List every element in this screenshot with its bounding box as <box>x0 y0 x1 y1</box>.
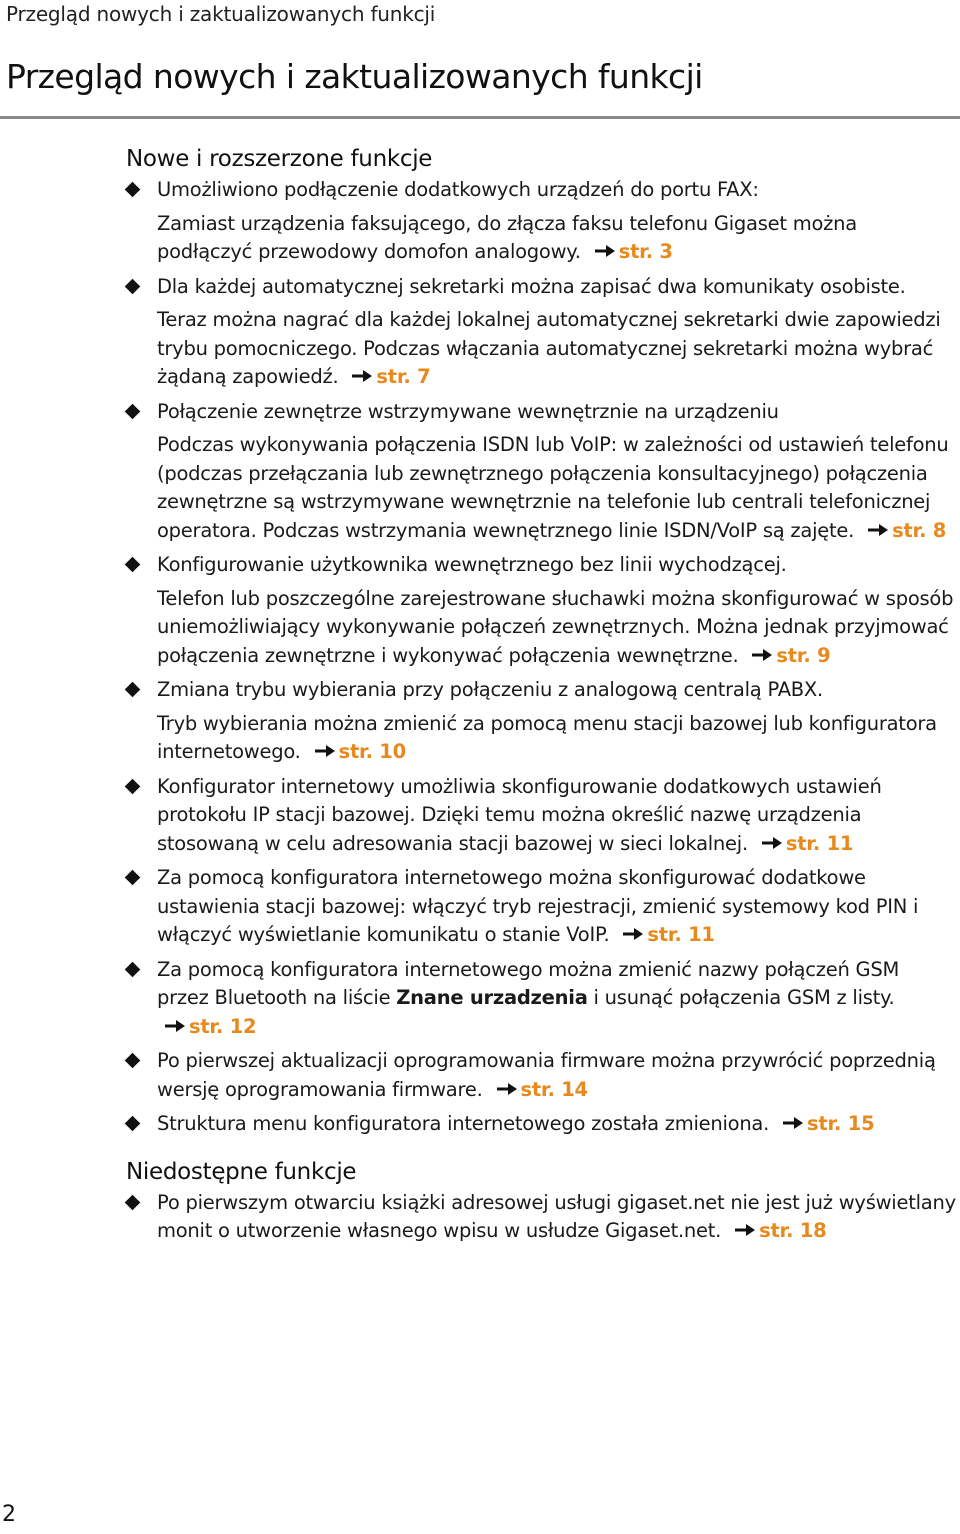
page-reference-text[interactable]: str. 8 <box>892 518 947 542</box>
page-number: 2 <box>2 1502 16 1527</box>
page-reference-link[interactable] <box>775 1112 874 1135</box>
list-item <box>126 864 956 950</box>
diamond-bullet-icon <box>125 1053 141 1069</box>
item-heading: Połączenie zewnętrze wstrzymywane wewnętrznie na urządzeniu <box>157 399 779 423</box>
arrow-right-icon <box>163 1017 187 1035</box>
item-description-text: Telefon lub poszczególne zarejestrowane słuchawki można skonfigurować w sposób uniemożliwiający wykonywanie połączeń zewnętrznych. Można jednak przyjmować połączenia zewnętrzne i wykonywać połączenia wewnętrzne. <box>157 586 954 667</box>
page-reference-text[interactable]: str. 7 <box>376 365 431 388</box>
item-text <box>157 956 956 1042</box>
arrow-right-icon <box>781 1114 805 1132</box>
section-heading-new-features: Nowe i rozszerzone funkcje <box>126 146 433 172</box>
page-reference-text[interactable]: str. 18 <box>759 1219 827 1242</box>
list-item <box>126 773 956 859</box>
diamond-bullet-icon <box>125 682 141 698</box>
list-item <box>126 1110 956 1139</box>
page-reference-text[interactable]: str. 14 <box>520 1077 588 1101</box>
page-reference-link[interactable] <box>860 519 946 542</box>
list-item <box>126 1189 956 1246</box>
diamond-bullet-icon <box>125 403 141 419</box>
page-reference-text[interactable]: str. 11 <box>647 923 715 946</box>
page-reference-text[interactable]: str. 3 <box>618 240 673 263</box>
item-text <box>157 773 956 859</box>
page-reference-link[interactable] <box>744 644 830 667</box>
item-description-text: Tryb wybierania można zmienić za pomocą menu stacji bazowej lub konfiguratora internetowego. <box>157 711 937 763</box>
item-description <box>157 585 956 671</box>
list-item <box>126 551 956 670</box>
arrow-right-icon <box>621 925 645 943</box>
page-reference-link[interactable] <box>157 1015 256 1038</box>
item-text-content: Struktura menu konfiguratora internetowego została zmieniona. <box>157 1112 770 1135</box>
item-heading: Konfigurowanie użytkownika wewnętrznego bez linii wychodzącej. <box>157 553 787 576</box>
list-item <box>126 176 956 267</box>
page-reference-link[interactable] <box>307 740 406 763</box>
page-reference-link[interactable] <box>615 923 714 946</box>
diamond-bullet-icon <box>125 182 141 198</box>
page-reference-link[interactable] <box>587 240 673 263</box>
diamond-bullet-icon <box>125 1194 141 1210</box>
arrow-right-icon <box>350 367 374 385</box>
item-text-content: Za pomocą konfiguratora internetowego można skonfigurować dodatkowe ustawienia stacji bazowej: włączyć tryb rejestracji, zmienić systemowy kod PIN i włączyć wyświetlanie komunikatu o stanie VoIP. <box>157 866 919 946</box>
arrow-right-icon <box>750 646 774 664</box>
item-text-before: Za pomocą konfiguratora internetowego można zmienić nazwy połączeń GSM przez Bluetooth na liście <box>157 957 900 1009</box>
diamond-bullet-icon <box>125 278 141 294</box>
arrow-right-icon <box>313 742 337 760</box>
item-description <box>157 306 956 392</box>
diamond-bullet-icon <box>125 557 141 573</box>
item-text <box>157 1110 956 1139</box>
arrow-right-icon <box>733 1221 757 1239</box>
item-description <box>157 210 956 267</box>
item-text <box>157 864 956 950</box>
item-text <box>157 1189 956 1246</box>
list-item <box>126 273 956 392</box>
page-reference-text[interactable]: str. 10 <box>338 740 406 763</box>
item-text-content: Po pierwszej aktualizacji oprogramowania firmware można przywrócić poprzednią wersję oprogramowania firmware. <box>157 1049 936 1101</box>
arrow-right-icon <box>866 521 890 539</box>
diamond-bullet-icon <box>125 778 141 794</box>
list-item <box>126 676 956 767</box>
arrow-right-icon <box>495 1080 519 1098</box>
page-reference-link[interactable] <box>344 365 430 388</box>
page-title: Przegląd nowych i zaktualizowanych funkcji <box>6 57 703 96</box>
item-heading: Dla każdej automatycznej sekretarki można zapisać dwa komunikaty osobiste. <box>157 274 906 298</box>
unavailable-features-list <box>126 1189 956 1246</box>
page-reference-link[interactable] <box>489 1078 588 1101</box>
arrow-right-icon <box>760 834 784 852</box>
section-heading-unavailable-features: Niedostępne funkcje <box>126 1158 357 1185</box>
diamond-bullet-icon <box>125 961 141 977</box>
new-features-list <box>126 176 956 1139</box>
diamond-bullet-icon <box>125 1116 141 1132</box>
item-description <box>157 431 956 545</box>
page-reference-link[interactable] <box>727 1219 826 1242</box>
ui-list-name: Znane urzadzenia <box>396 986 588 1009</box>
item-heading: Umożliwiono podłączenie dodatkowych urządzeń do portu FAX: <box>157 178 759 201</box>
page-reference-text[interactable]: str. 12 <box>189 1014 257 1038</box>
item-description-text: Podczas wykonywania połączenia ISDN lub VoIP: w zależności od ustawień telefonu (podczas przełączania lub zewnętrznego połączenia konsultacyjnego) połączenia zewnętrzne są wstrzymywane wewnętrznie na telefonie lub centrali telefonicznej operatora. Podczas wstrzymania wewnętrznego linie ISDN/VoIP są zajęte. <box>157 433 949 542</box>
page-reference-text[interactable]: str. 11 <box>785 831 854 855</box>
arrow-right-icon <box>593 242 617 260</box>
list-item <box>126 398 956 546</box>
page-content <box>126 146 956 1252</box>
page-reference-text[interactable]: str. 15 <box>807 1112 875 1135</box>
item-text-after: i usunąć połączenia GSM z listy. <box>587 986 895 1009</box>
page-reference-text[interactable]: str. 9 <box>776 643 831 667</box>
page-reference-link[interactable] <box>754 832 853 855</box>
item-text-content: Konfigurator internetowy umożliwia skonfigurowanie dodatkowych ustawień protokołu IP stacji bazowej. Dzięki temu można określić nazwę urządzenia stosowaną w celu adresowania stacji bazowej w sieci lokalnej. <box>157 774 882 855</box>
item-heading: Zmiana trybu wybierania przy połączeniu z analogową centralą PABX. <box>157 678 823 701</box>
item-description-text: Teraz można nagrać dla każdej lokalnej automatycznej sekretarki dwie zapowiedzi trybu pomocniczego. Podczas włączania automatycznej sekretarki można wybrać żądaną zapowiedź. <box>157 308 941 388</box>
diamond-bullet-icon <box>125 870 141 886</box>
item-text-content: Po pierwszym otwarciu książki adresowej usługi gigaset.net nie jest już wyświetlany monit o utworzenie własnego wpisu w usłudze Gigaset.net. <box>157 1190 956 1242</box>
title-divider <box>0 116 960 119</box>
list-item <box>126 1047 956 1104</box>
list-item <box>126 956 956 1042</box>
item-description <box>157 710 956 767</box>
running-header: Przegląd nowych i zaktualizowanych funkcji <box>6 2 436 26</box>
item-description-text: Zamiast urządzenia faksującego, do złącza faksu telefonu Gigaset można podłączyć przewodowy domofon analogowy. <box>157 211 857 263</box>
item-text <box>157 1047 956 1104</box>
